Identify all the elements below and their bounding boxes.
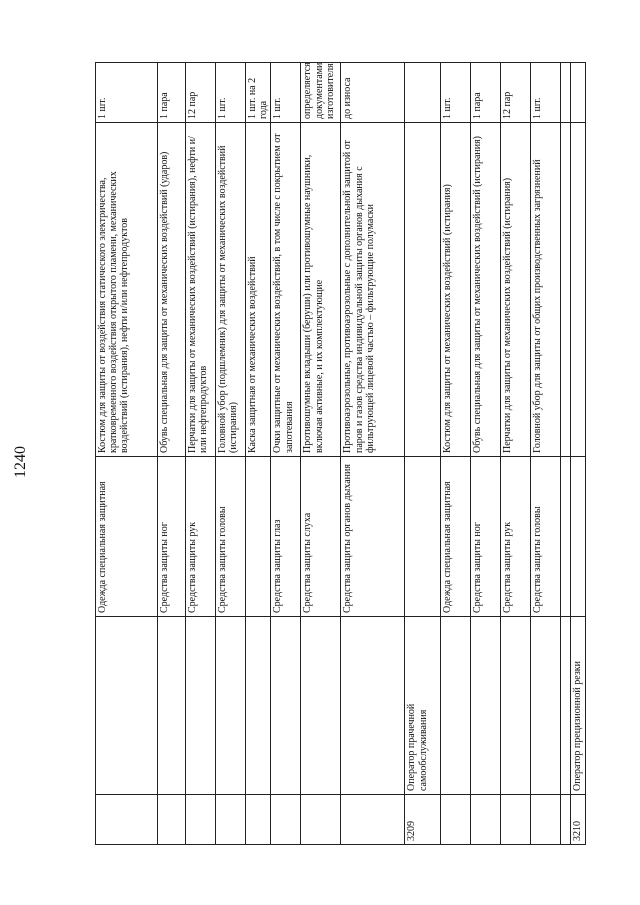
cell-norm: 12 пар bbox=[186, 63, 216, 123]
cell-profession bbox=[271, 617, 301, 795]
cell-profession bbox=[186, 617, 216, 795]
table-row bbox=[158, 63, 186, 845]
table-row bbox=[571, 63, 585, 845]
cell-ppe-type bbox=[561, 457, 571, 617]
cell-ppe-item: Головной убор (подшлемник) для защиты от механических воздействий (истирания) bbox=[216, 123, 246, 457]
cell-profession bbox=[301, 617, 341, 795]
table-row bbox=[561, 63, 571, 845]
cell-profession bbox=[501, 617, 531, 795]
ppe-norms-table bbox=[95, 62, 586, 845]
cell-ppe-type: Средства защиты глаз bbox=[271, 457, 301, 617]
cell-ppe-item: Очки защитные от механических воздействий, в том числе с покрытием от запотевания bbox=[271, 123, 301, 457]
cell-ppe-type: Одежда специальная защитная bbox=[441, 457, 471, 617]
cell-norm bbox=[571, 63, 585, 123]
cell-ppe-type bbox=[246, 457, 271, 617]
cell-ppe-item bbox=[405, 123, 441, 457]
cell-ppe-type bbox=[571, 457, 585, 617]
cell-profession bbox=[341, 617, 405, 795]
table-row bbox=[531, 63, 561, 845]
table-row bbox=[186, 63, 216, 845]
table-body bbox=[96, 63, 586, 845]
table-row bbox=[96, 63, 158, 845]
cell-profession bbox=[441, 617, 471, 795]
cell-norm: 1 шт. bbox=[216, 63, 246, 123]
cell-number bbox=[341, 795, 405, 845]
cell-norm: 1 шт. bbox=[441, 63, 471, 123]
cell-ppe-type: Средства защиты головы bbox=[531, 457, 561, 617]
cell-profession bbox=[96, 617, 158, 795]
cell-profession bbox=[246, 617, 271, 795]
cell-ppe-type: Одежда специальная защитная bbox=[96, 457, 158, 617]
cell-profession bbox=[158, 617, 186, 795]
cell-number bbox=[501, 795, 531, 845]
cell-ppe-item bbox=[571, 123, 585, 457]
cell-ppe-type bbox=[405, 457, 441, 617]
table-row bbox=[216, 63, 246, 845]
table-row bbox=[301, 63, 341, 845]
cell-ppe-type: Средства защиты ног bbox=[158, 457, 186, 617]
cell-profession bbox=[561, 617, 571, 795]
table-row bbox=[341, 63, 405, 845]
cell-ppe-type: Средства защиты слуха bbox=[301, 457, 341, 617]
cell-ppe-item bbox=[561, 123, 571, 457]
cell-number bbox=[531, 795, 561, 845]
cell-number bbox=[561, 795, 571, 845]
cell-norm: 12 пар bbox=[501, 63, 531, 123]
cell-ppe-item: Перчатки для защиты от механических воздействий (истирания) bbox=[501, 123, 531, 457]
cell-number bbox=[216, 795, 246, 845]
cell-number: 3210 bbox=[571, 795, 585, 845]
cell-profession bbox=[216, 617, 246, 795]
cell-ppe-item: Противоаэрозольные, противоаэрозольные с дополнительной защитой от паров и газов средства индивидуальной защиты органов дыхания с фильтрующей лицевой частью – фильтрующие полумаски bbox=[341, 123, 405, 457]
cell-profession: Оператор прачечной самообслуживания bbox=[405, 617, 441, 795]
cell-ppe-item: Костюм для защиты от механических воздействий (истирания) bbox=[441, 123, 471, 457]
cell-number: 3209 bbox=[405, 795, 441, 845]
cell-norm: 1 шт. bbox=[96, 63, 158, 123]
cell-ppe-type: Средства защиты рук bbox=[501, 457, 531, 617]
cell-number bbox=[441, 795, 471, 845]
cell-ppe-type: Средства защиты головы bbox=[216, 457, 246, 617]
cell-norm bbox=[561, 63, 571, 123]
table-row bbox=[405, 63, 441, 845]
cell-norm bbox=[405, 63, 441, 123]
table-row bbox=[471, 63, 501, 845]
table-row bbox=[501, 63, 531, 845]
cell-number bbox=[246, 795, 271, 845]
cell-profession bbox=[531, 617, 561, 795]
table-row bbox=[271, 63, 301, 845]
cell-number bbox=[301, 795, 341, 845]
cell-norm: определяется документами изготовителя bbox=[301, 63, 341, 123]
cell-norm: до износа bbox=[341, 63, 405, 123]
rotated-table-container bbox=[95, 62, 584, 845]
cell-ppe-item: Головной убор для защиты от общих производственных загрязнений bbox=[531, 123, 561, 457]
cell-ppe-item: Каска защитная от механических воздействий bbox=[246, 123, 271, 457]
cell-ppe-item: Обувь специальная для защиты от механических воздействий (истирания) bbox=[471, 123, 501, 457]
page-number: 1240 bbox=[12, 446, 29, 478]
cell-number bbox=[471, 795, 501, 845]
cell-number bbox=[271, 795, 301, 845]
cell-ppe-type: Средства защиты ног bbox=[471, 457, 501, 617]
cell-ppe-item: Перчатки для защиты от механических воздействий (истирания), нефти и/или нефтепродуктов bbox=[186, 123, 216, 457]
cell-norm: 1 пара bbox=[158, 63, 186, 123]
cell-ppe-type: Средства защиты рук bbox=[186, 457, 216, 617]
cell-ppe-item: Костюм для защиты от воздействия статического электричества, кратковременного воздействия открытого пламени, механических воздействий (истирания), нефти и/или нефтепродуктов bbox=[96, 123, 158, 457]
cell-number bbox=[186, 795, 216, 845]
cell-number bbox=[158, 795, 186, 845]
cell-norm: 1 шт. на 2 года bbox=[246, 63, 271, 123]
cell-number bbox=[96, 795, 158, 845]
cell-ppe-item: Противошумные вкладыши (беруши) или противошумные наушники, включая активные, и их комплектующие bbox=[301, 123, 341, 457]
cell-profession bbox=[471, 617, 501, 795]
cell-ppe-item: Обувь специальная для защиты от механических воздействий (ударов) bbox=[158, 123, 186, 457]
cell-norm: 1 шт. bbox=[531, 63, 561, 123]
table-row bbox=[441, 63, 471, 845]
table-row bbox=[246, 63, 271, 845]
cell-profession: Оператор прецизионной резки bbox=[571, 617, 585, 795]
cell-ppe-type: Средства защиты органов дыхания bbox=[341, 457, 405, 617]
cell-norm: 1 шт. bbox=[271, 63, 301, 123]
cell-norm: 1 пара bbox=[471, 63, 501, 123]
